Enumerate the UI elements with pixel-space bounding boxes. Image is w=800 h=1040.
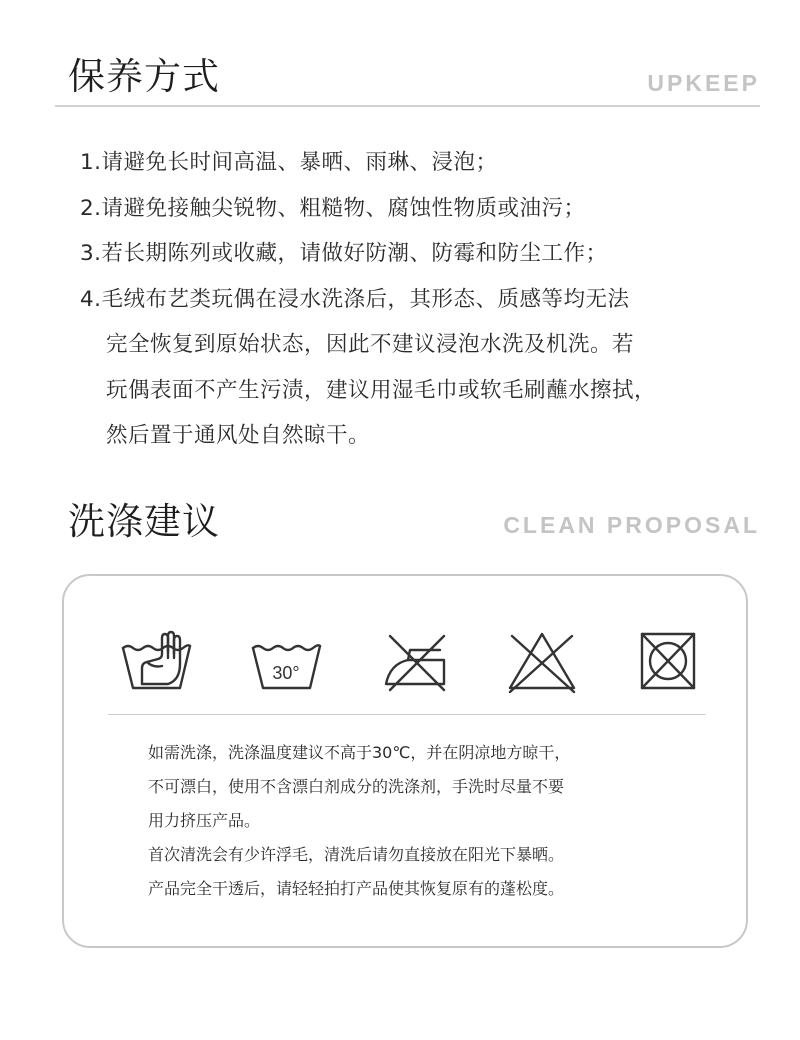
upkeep-item-text: 3.若长期陈列或收藏，请做好防潮、防霉和防尘工作； [80,241,608,266]
do-not-bleach-icon [504,626,580,696]
upkeep-item-text: 2.请避免接触尖锐物、粗糙物、腐蚀性物质或油污； [80,195,586,221]
upkeep-item-4 [80,277,770,459]
upkeep-item-text: 1.请避免长时间高温、暴晒、雨琳、浸泡； [80,150,498,175]
upkeep-divider [55,105,760,107]
upkeep-item-1 [80,140,770,186]
wash-30-degrees-icon [248,626,324,696]
washing-advice-text [148,736,708,906]
do-not-tumble-dry-icon [630,626,706,696]
upkeep-item-text-continued: 完全恢复到原始状态，因此不建议浸泡水洗及机洗。若 [106,332,635,357]
care-symbols-row [64,626,746,696]
upkeep-title: 保养方式 [68,55,220,98]
washing-advice-line: 首次清洗会有少许浮毛，清洗后请勿直接放在阳光下暴晒。 [148,845,565,864]
upkeep-list [80,140,770,459]
do-not-iron-icon [378,626,454,696]
card-divider [108,714,706,715]
washing-advice-line: 如需洗涤，洗涤温度建议不高于30℃，并在阴凉地方晾干， [148,743,571,762]
upkeep-english-title: UPKEEP [647,70,760,96]
washing-advice-line: 产品完全干透后，请轻轻拍打产品使其恢复原有的蓬松度。 [148,879,565,898]
hand-wash-icon [118,626,194,696]
care-instructions-card [62,574,748,948]
wash-temperature-label: 30° [272,663,300,683]
upkeep-item-text-continued: 然后置于通风处自然晾干。 [106,423,371,448]
upkeep-item-2 [80,186,770,232]
upkeep-item-text: 4.毛绒布艺类玩偶在浸水洗涤后，其形态、质感等均无法 [80,286,630,312]
upkeep-item-text-continued: 玩偶表面不产生污渍，建议用湿毛巾或软毛刷蘸水擦拭， [106,377,657,403]
washing-advice-line: 用力挤压产品。 [148,811,261,830]
upkeep-item-3 [80,231,770,277]
clean-title: 洗涤建议 [68,500,220,543]
clean-english-title: CLEAN PROPOSAL [503,512,760,538]
washing-advice-line: 不可漂白，使用不含漂白剂成分的洗涤剂，手洗时尽量不要 [148,777,565,796]
